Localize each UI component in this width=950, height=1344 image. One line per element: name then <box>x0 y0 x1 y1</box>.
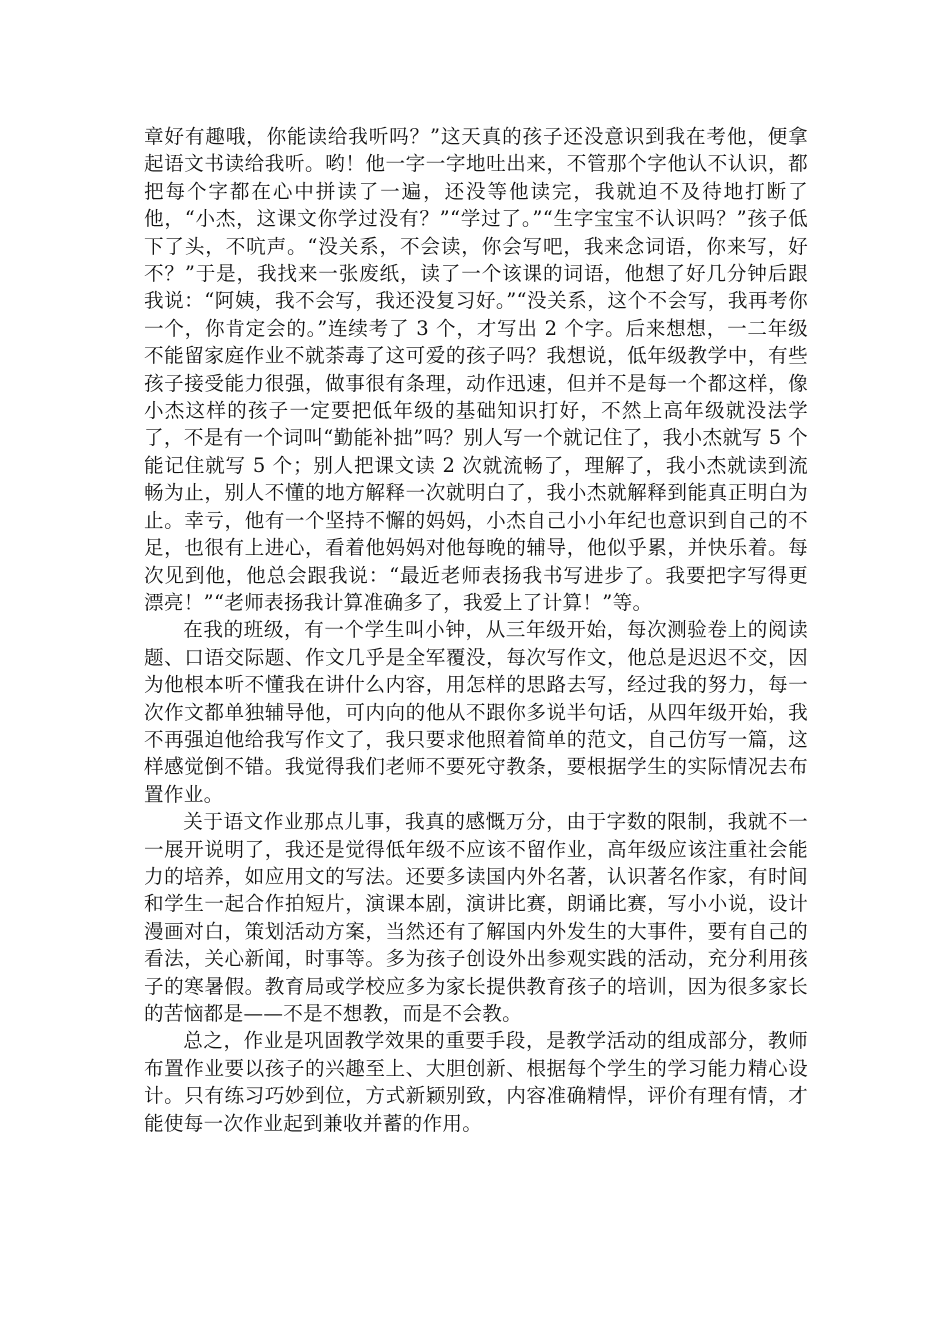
paragraph: 关于语文作业那点儿事，我真的感慨万分，由于字数的限制，我就不一一展开说明了，我还是觉得低年级不应该不留作业，高年级应该注重社会能力的培养，如应用文的写法。还要多读国内外名著，认识著名作家，有时间和学生一起合作拍短片，演课本剧，演讲比赛，朗诵比赛，写小小说，设计漫画对白，策划活动方案，当然还有了解国内外发生的大事件，要有自己的看法，关心新闻，时事等。多为孩子创设外出参观实践的活动，充分利用孩子的寒暑假。教育局或学校应多为家长提供教育孩子的培训，因为很多家长的苦恼都是——不是不想教，而是不会教。 <box>144 810 808 1025</box>
paragraph: 在我的班级，有一个学生叫小钟，从三年级开始，每次测验卷上的阅读题、口语交际题、作文几乎是全军覆没，每次写作文，他总是迟迟不交，因为他根本听不懂我在讲什么内容，用怎样的思路去写，经过我的努力，每一次作文都单独辅导他，可内向的他从不跟你多说半句话，从四年级开始，我不再强迫他给我写作文了，我只要求他照着简单的范文，自己仿写一篇，这样感觉倒不错。我觉得我们老师不要死守教条，要根据学生的实际情况去布置作业。 <box>144 618 808 806</box>
paragraph: 总之，作业是巩固教学效果的重要手段，是教学活动的组成部分，教师布置作业要以孩子的兴趣至上、大胆创新、根据每个学生的学习能力精心设计。只有练习巧妙到位，方式新颖别致，内容准确精悍，评价有理有情，才能使每一次作业起到兼收并蓄的作用。 <box>144 1029 808 1135</box>
paragraph-continuation: 章好有趣哦，你能读给我听吗？”这天真的孩子还没意识到我在考他，便拿起语文书读给我听。哟！他一字一字地吐出来，不管那个字他认不认识，都把每个字都在心中拼读了一遍，还没等他读完，我就迫不及待地打断了他，“小杰，这课文你学过没有？”“学过了。”“生字宝宝不认识吗？”孩子低下了头，不吭声。“没关系，不会读，你会写吧，我来念词语，你来写，好不？”于是，我找来一张废纸，读了一个该课的词语，他想了好几分钟后跟我说：“阿姨，我不会写，我还没复习好。”“没关系，这个不会写，我再考你一个，你肯定会的。”连续考了 3 个，才写出 2 个字。后来想想，一二年级不能留家庭作业不就荼毒了这可爱的孩子吗？我想说，低年级教学中，有些孩子接受能力很强，做事很有条理，动作迅速，但并不是每一个都这样，像小杰这样的孩子一定要把低年级的基础知识打好，不然上高年级就没法学了，不是有一个词叫“勤能补拙”吗？别人写一个就记住了，我小杰就写 5 个能记住就写 5 个；别人把课文读 2 次就流畅了，理解了，我小杰就读到流畅为止，别人不懂的地方解释一次就明白了，我小杰就解释到能真正明白为止。幸亏，他有一个坚持不懈的妈妈，小杰自己小小年纪也意识到自己的不足，也很有上进心，看着他妈妈对他每晚的辅导，他似乎累，并快乐着。每次见到他，他总会跟我说：“最近老师表扬我书写进步了。我要把字写得更漂亮！”“老师表扬我计算准确多了，我爱上了计算！”等。 <box>144 125 808 614</box>
document-body <box>144 123 808 1137</box>
